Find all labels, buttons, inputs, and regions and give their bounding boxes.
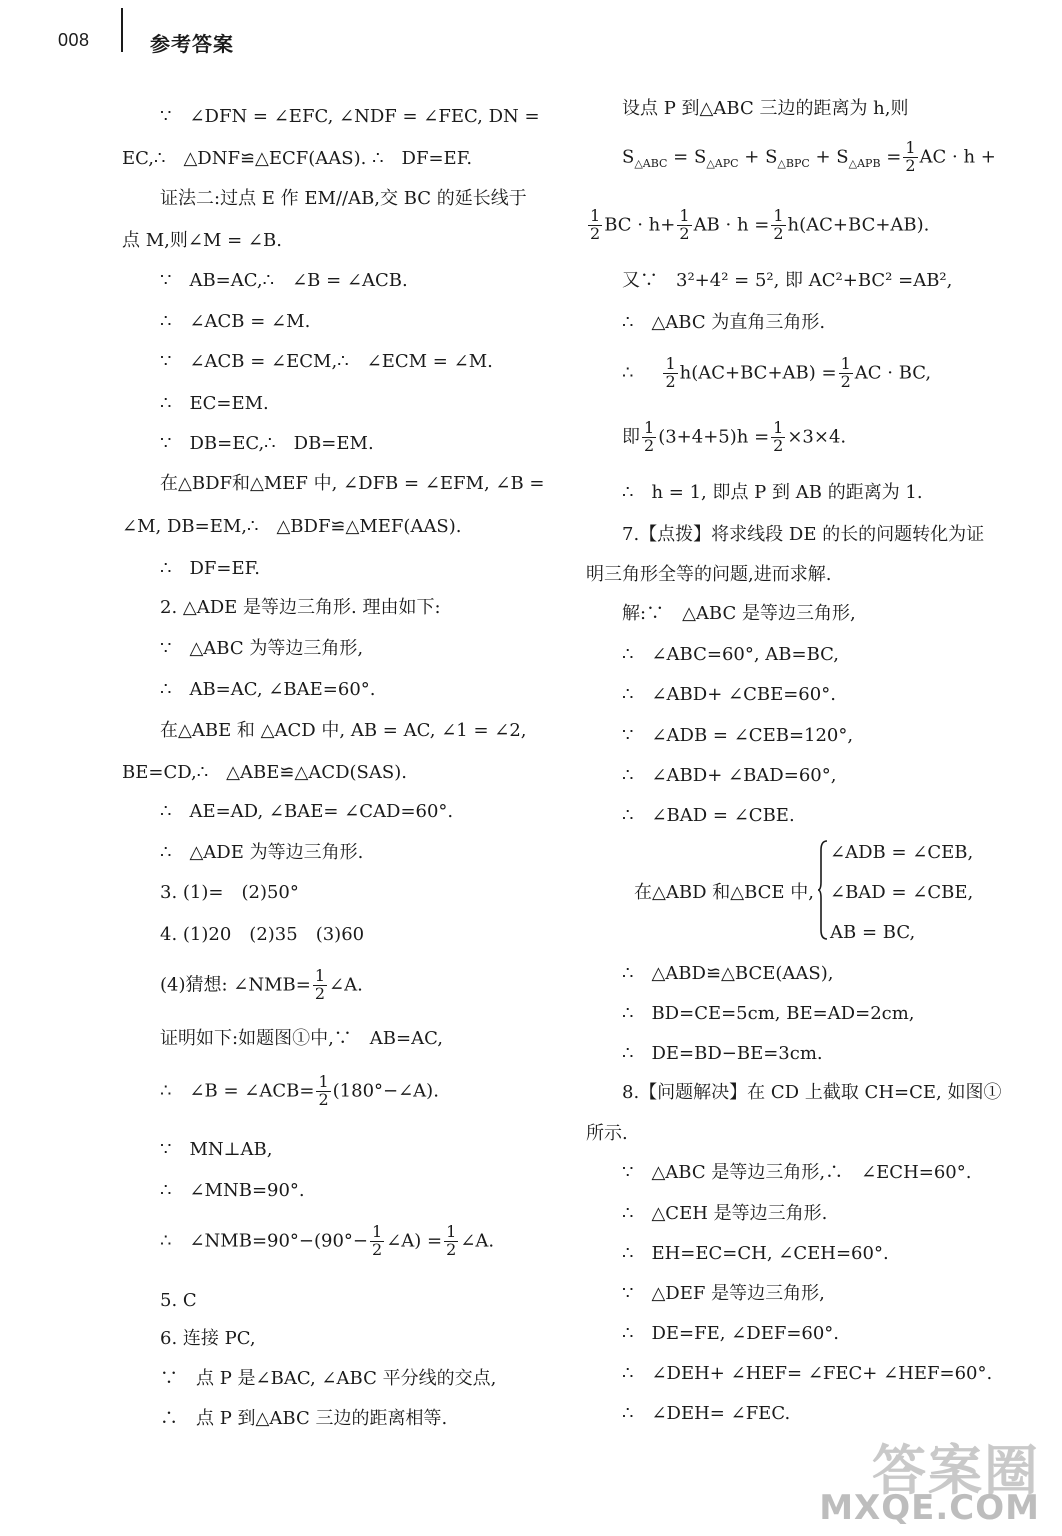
text-line: ∵ △ABC 为等边三角形, xyxy=(160,638,364,659)
text-line: 所示. xyxy=(586,1123,628,1144)
text-line: ∴ ∠ABD+ ∠CBE=60°. xyxy=(622,684,836,705)
fraction: $\frac{1}{2}$ xyxy=(318,1072,329,1109)
text-line: ∴ EH=EC=CH, ∠CEH=60°. xyxy=(622,1243,889,1264)
text-line: ∴ h = 1, 即点 P 到 AB 的距离为 1. xyxy=(622,482,923,503)
text-line: 在△BDF和△MEF 中, ∠DFB = ∠EFM, ∠B = xyxy=(160,473,545,494)
formula-line: $S_{\triangle ABC} = S_{\triangle APC} + S_{\triangle BPC} + S_{\triangle APB}$ = $\frac{1}{2}$ AC · h + xyxy=(622,138,996,175)
item-heading: 3. (1)= (2)50° xyxy=(160,882,299,903)
text-line: ∵ △ABC 是等边三角形,∴ ∠ECH=60°. xyxy=(622,1162,972,1183)
item-heading: 6. 连接 PC, xyxy=(160,1328,256,1349)
formula-line: ∴ ∠NMB=90°−(90°− $\frac{1}{2}$ ∠A) = $\frac{1}{2}$ ∠A. xyxy=(160,1222,495,1259)
watermark-logo: 答案圈 xyxy=(872,1439,1040,1502)
text-line: ∵ ∠ACB = ∠ECM,∴ ∠ECM = ∠M. xyxy=(160,351,493,372)
curly-brace xyxy=(818,840,828,940)
system-label: 在△ABD 和△BCE 中, xyxy=(634,882,814,903)
system-condition: ∠BAD = ∠CBE, xyxy=(830,882,974,903)
text-line: ∴ DE=BD−BE=3cm. xyxy=(622,1043,823,1064)
fraction: $\frac{1}{2}$ xyxy=(446,1222,457,1259)
text-line: 设点 P 到△ABC 三边的距离为 h,则 xyxy=(622,98,909,119)
text-line: ∴ ∠ACB = ∠M. xyxy=(160,311,311,332)
text-line: 在△ABE 和 △ACD 中, AB = AC, ∠1 = ∠2, xyxy=(160,720,527,741)
text-line: ∵ DB=EC,∴ DB=EM. xyxy=(160,433,374,454)
text-line: ∴ ∠MNB=90°. xyxy=(160,1180,305,1201)
formula-line: $\frac{1}{2}$ BC · h+ $\frac{1}{2}$ AB · h = $\frac{1}{2}$ h(AC+BC+AB). xyxy=(590,206,930,243)
text-line: ∵ MN⊥AB, xyxy=(160,1139,273,1160)
text-line: 明三角形全等的问题,进而求解. xyxy=(586,564,832,585)
text-line: 证明如下:如题图①中,∵ AB=AC, xyxy=(160,1028,443,1049)
item-heading: 5. C xyxy=(160,1290,197,1311)
text-line: EC,∴ △DNF≌△ECF(AAS). ∴ DF=EF. xyxy=(122,148,473,169)
fraction: $\frac{1}{2}$ xyxy=(840,354,851,391)
fraction: $\frac{1}{2}$ xyxy=(679,206,690,243)
text-line: ∴ △ADE 为等边三角形. xyxy=(160,842,364,863)
watermark xyxy=(819,1428,1040,1528)
text-line: ∴ ∠BAD = ∠CBE. xyxy=(622,805,795,826)
item-heading: 4. (1)20 (2)35 (3)60 xyxy=(160,924,365,945)
item-heading: 7.【点拨】将求线段 DE 的长的问题转化为证 xyxy=(622,524,985,545)
header-divider xyxy=(121,8,123,52)
page-number: 008 xyxy=(58,30,90,50)
text-line: ∴ DE=FE, ∠DEF=60°. xyxy=(622,1323,840,1344)
text-line: ∵ ∠ADB = ∠CEB=120°, xyxy=(622,725,854,746)
text-line: ∴ △CEH 是等边三角形. xyxy=(622,1203,828,1224)
text-line: ∴ △ABD≌△BCE(AAS), xyxy=(622,963,834,984)
text-line: ∵ △DEF 是等边三角形, xyxy=(622,1283,825,1304)
text-line: ∴ ∠DEH= ∠FEC. xyxy=(622,1403,791,1424)
text-line: 解:∵ △ABC 是等边三角形, xyxy=(622,603,856,624)
formula-line: (4)猜想: ∠NMB= $\frac{1}{2}$ ∠A. xyxy=(160,966,363,1003)
fraction: $\frac{1}{2}$ xyxy=(905,138,916,175)
text-line: ∴ EC=EM. xyxy=(160,393,269,414)
text-line: ∴ AE=AD, ∠BAE= ∠CAD=60°. xyxy=(160,801,454,822)
text-line: 又∵ 3²+4² = 5², 即 AC²+BC² =AB², xyxy=(622,270,953,291)
text-line: ∵ 点 P 是∠BAC, ∠ABC 平分线的交点, xyxy=(160,1368,497,1389)
formula-line: ∴ ∠B = ∠ACB= $\frac{1}{2}$ (180°−∠A). xyxy=(160,1072,439,1109)
fraction: $\frac{1}{2}$ xyxy=(372,1222,383,1259)
text-line: ∵ ∠DFN = ∠EFC, ∠NDF = ∠FEC, DN = xyxy=(160,106,540,127)
text-line: ∴ 点 P 到△ABC 三边的距离相等. xyxy=(160,1408,448,1429)
page-title: 参考答案 xyxy=(150,34,234,56)
formula-line: 即 $\frac{1}{2}$ (3+4+5)h = $\frac{1}{2}$ ×3×4. xyxy=(622,418,847,455)
item-heading: 2. △ADE 是等边三角形. 理由如下: xyxy=(160,597,441,618)
text-line: ∴ ∠ABC=60°, AB=BC, xyxy=(622,644,840,665)
system-condition: AB = BC, xyxy=(830,922,916,943)
text-line: ∵ AB=AC,∴ ∠B = ∠ACB. xyxy=(160,270,408,291)
watermark-url: MXQE.COM xyxy=(819,1488,1040,1528)
fraction: $\frac{1}{2}$ xyxy=(665,354,676,391)
text-line: ∠M, DB=EM,∴ △BDF≌△MEF(AAS). xyxy=(122,516,462,537)
text-line: BE=CD,∴ △ABE≌△ACD(SAS). xyxy=(122,762,407,783)
fraction: $\frac{1}{2}$ xyxy=(773,206,784,243)
system-condition: ∠ADB = ∠CEB, xyxy=(830,842,974,863)
text-line: ∴ ∠ABD+ ∠BAD=60°, xyxy=(622,765,837,786)
text-line: ∴ △ABC 为直角三角形. xyxy=(622,312,826,333)
fraction: $\frac{1}{2}$ xyxy=(590,206,601,243)
text-line: ∴ DF=EF. xyxy=(160,558,261,579)
formula-line: ∴ $\frac{1}{2}$ h(AC+BC+AB) = $\frac{1}{2}$ AC · BC, xyxy=(622,354,932,391)
text-line: 证法二:过点 E 作 EM//AB,交 BC 的延长线于 xyxy=(160,188,527,209)
fraction: $\frac{1}{2}$ xyxy=(644,418,655,455)
text-line: ∴ ∠DEH+ ∠HEF= ∠FEC+ ∠HEF=60°. xyxy=(622,1363,993,1384)
fraction: $\frac{1}{2}$ xyxy=(773,418,784,455)
fraction: $\frac{1}{2}$ xyxy=(314,966,326,1003)
text-line: ∴ AB=AC, ∠BAE=60°. xyxy=(160,679,376,700)
text-line: ∴ BD=CE=5cm, BE=AD=2cm, xyxy=(622,1003,915,1024)
text-line: 点 M,则∠M = ∠B. xyxy=(122,230,282,251)
item-heading: 8.【问题解决】在 CD 上截取 CH=CE, 如图① xyxy=(622,1082,1002,1103)
